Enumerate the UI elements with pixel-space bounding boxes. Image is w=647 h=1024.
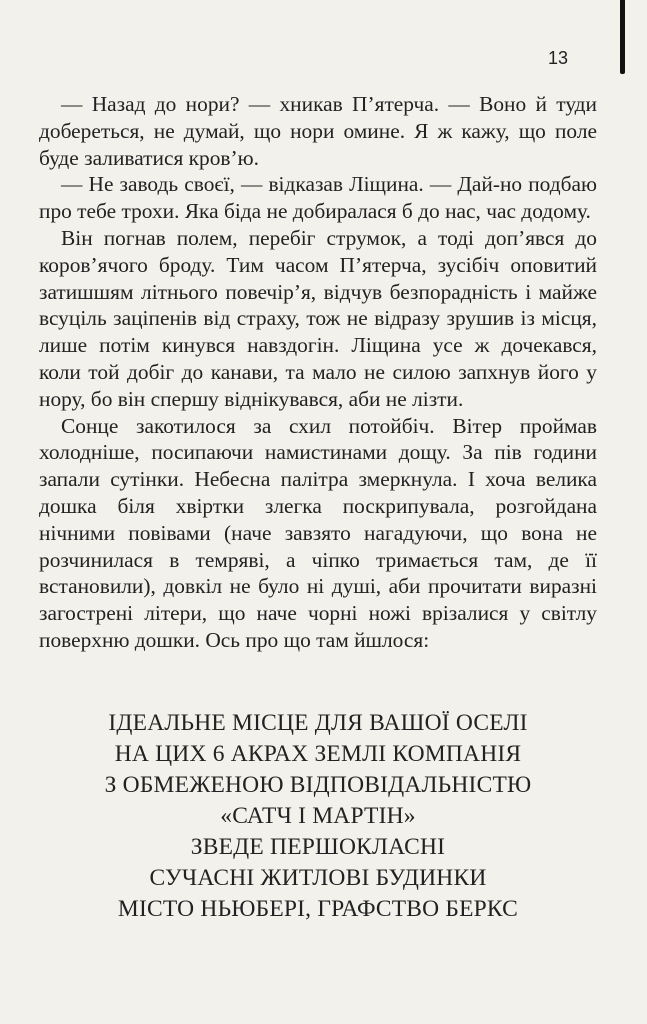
sign-line: «САТЧ І МАРТІН» <box>220 803 416 829</box>
page-number: 13 <box>548 48 569 68</box>
body-text <box>39 91 597 654</box>
sign-line: СУЧАСНІ ЖИТЛОВІ БУДИНКИ <box>149 865 487 891</box>
paragraph: Сонце закотилося за схил потойбіч. Вітер проймав холодніше, посипаючи намистинами дощу. За пів години запали сутінки. Небесна палітра змеркнула. І хоча велика дошка біля хвіртки злегка поскрипувала, розгойдана нічними повівами (наче завзято нагадуючи, що вона не розчинилася в темряві, а чіпко тримається там, де її встановили), довкіл не було ні душі, аби прочитати виразні загострені літери, що наче чорні ножі врізалися у світлу поверхню дошки. Ось про що там йшлося: <box>39 413 597 652</box>
sign-text <box>40 708 596 925</box>
page-edge-mark <box>620 0 625 74</box>
sign-line: НА ЦИХ 6 АКРАХ ЗЕМЛІ КОМПАНІЯ <box>114 741 522 767</box>
sign-line: ЗВЕДЕ ПЕРШОКЛАСНІ <box>190 834 446 860</box>
paragraph: Він погнав полем, перебіг струмок, а тоді доп’явся до коров’ячого броду. Тим часом П’ятерча, зусібіч оповитий затишшям літнього повечір’я, відчув безпорадність і майже всуціль заціпенів від страху, тож не відразу зрушив із місця, лише потім кинувся навздогін. Ліщина усе ж дочекався, коли той добіг до канави, та мало не силою запхнув його у нору, бо він спершу віднікувався, аби не лізти. <box>39 225 597 411</box>
paragraph: — Не заводь своєї, — відказав Ліщина. — Дай-но подбаю про тебе трохи. Яка біда не добиралася б до нас, час додому. <box>39 172 597 224</box>
sign-line: ІДЕАЛЬНЕ МІСЦЕ ДЛЯ ВАШОЇ ОСЕЛІ <box>108 710 528 736</box>
sign-line: З ОБМЕЖЕНОЮ ВІДПОВІДАЛЬНІСТЮ <box>104 772 532 798</box>
sign-line: МІСТО НЬЮБЕРІ, ГРАФСТВО БЕРКС <box>117 896 519 922</box>
paragraph: — Назад до нори? — хникав П’ятерча. — Воно й туди добереться, не думай, що нори омине. Я ж кажу, що поле буде заливатися кров’ю. <box>39 92 597 170</box>
